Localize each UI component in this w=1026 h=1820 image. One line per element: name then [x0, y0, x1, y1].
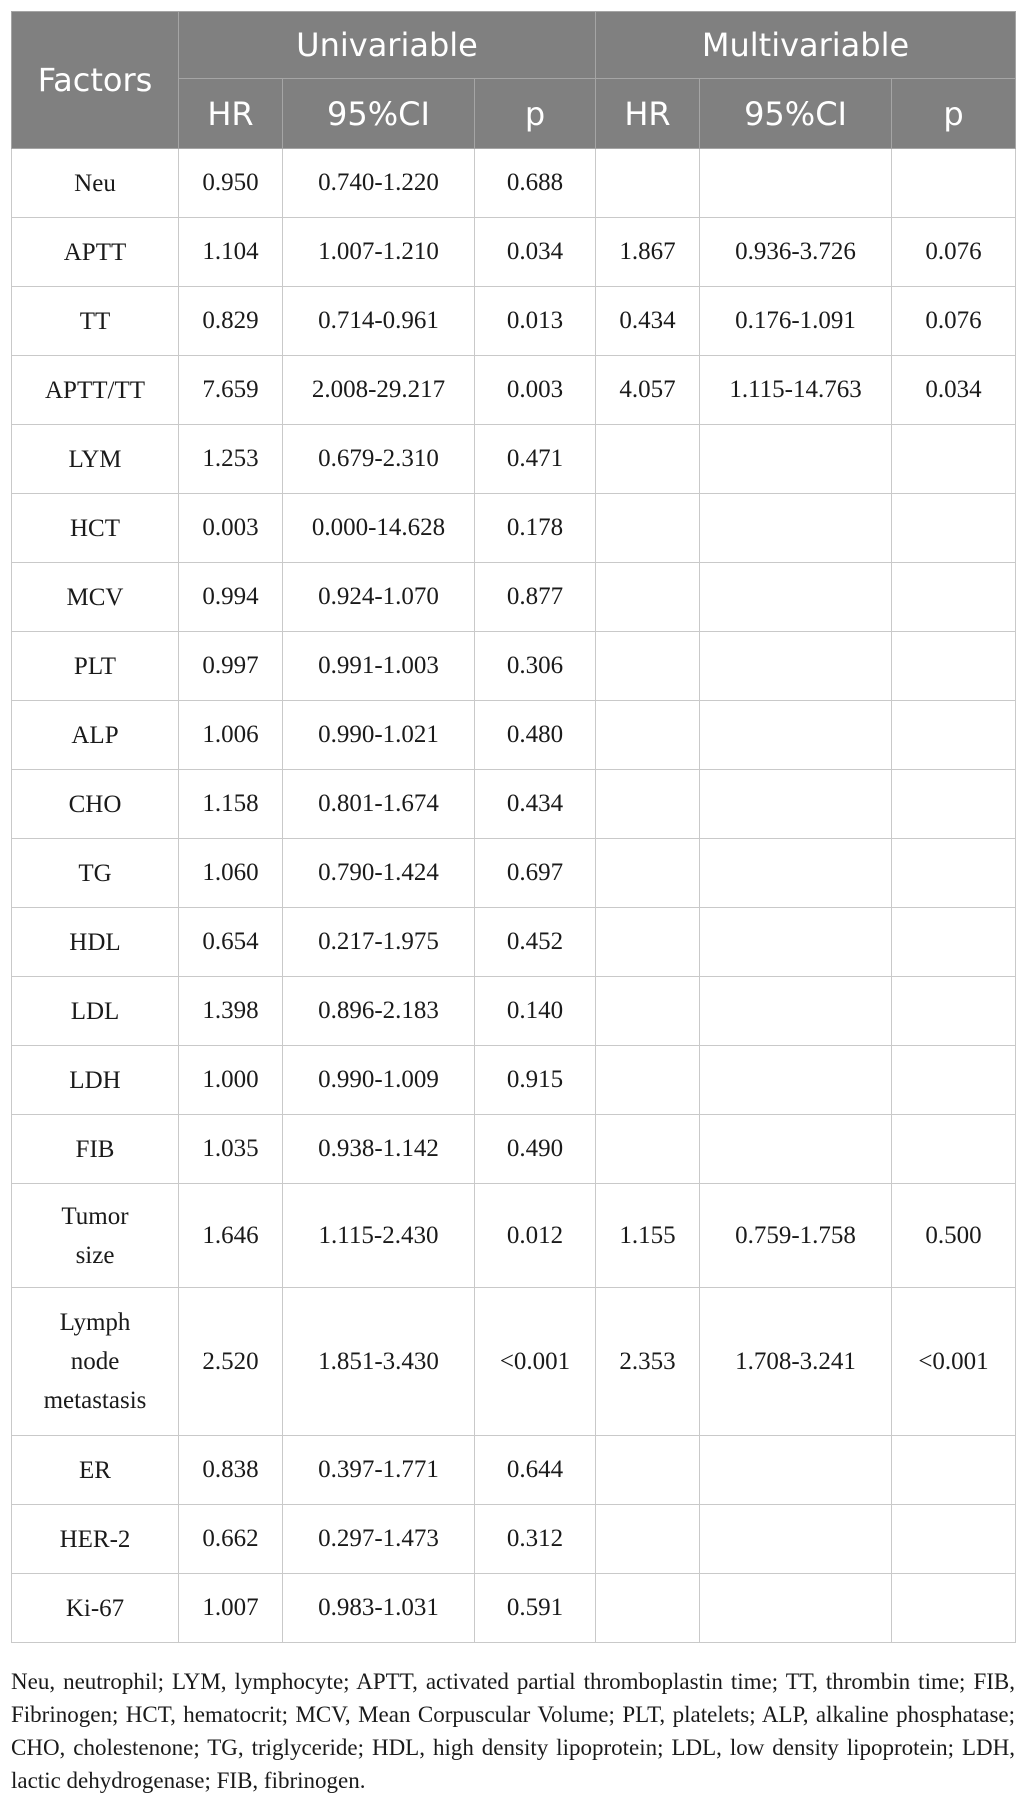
- univariable-ci-cell: 0.714-0.961: [283, 287, 475, 356]
- table-row: [12, 356, 1016, 425]
- univariable-p-cell: 0.877: [475, 563, 596, 632]
- univariable-hr-cell: 1.158: [179, 770, 283, 839]
- univariable-hr-cell: 1.007: [179, 1574, 283, 1643]
- univariable-hr-cell: 1.398: [179, 977, 283, 1046]
- univariable-hr-cell: 1.000: [179, 1046, 283, 1115]
- univariable-hr-header: HR: [179, 79, 283, 149]
- univariable-hr-cell: 1.035: [179, 1115, 283, 1184]
- multivariable-ci-cell: 1.708-3.241: [700, 1288, 892, 1436]
- multivariable-ci-cell: [700, 977, 892, 1046]
- univariable-p-cell: 0.490: [475, 1115, 596, 1184]
- factor-cell: LDL: [12, 977, 179, 1046]
- univariable-ci-cell: 0.000-14.628: [283, 494, 475, 563]
- univariable-hr-cell: 0.003: [179, 494, 283, 563]
- multivariable-p-cell: [892, 425, 1016, 494]
- multivariable-hr-cell: 1.867: [596, 218, 700, 287]
- multivariable-ci-cell: 0.936-3.726: [700, 218, 892, 287]
- univariable-p-cell: 0.140: [475, 977, 596, 1046]
- univariable-hr-cell: 1.646: [179, 1184, 283, 1288]
- multivariable-hr-cell: 2.353: [596, 1288, 700, 1436]
- factor-cell: HCT: [12, 494, 179, 563]
- multivariable-p-cell: [892, 908, 1016, 977]
- multivariable-ci-cell: 0.176-1.091: [700, 287, 892, 356]
- multivariable-hr-cell: [596, 839, 700, 908]
- univariable-p-cell: <0.001: [475, 1288, 596, 1436]
- univariable-hr-cell: 0.654: [179, 908, 283, 977]
- multivariable-hr-cell: [596, 494, 700, 563]
- univariable-p-cell: 0.644: [475, 1436, 596, 1505]
- table-row: [12, 494, 1016, 563]
- table-row: [12, 908, 1016, 977]
- table-row: [12, 839, 1016, 908]
- univariable-p-cell: 0.697: [475, 839, 596, 908]
- multivariable-p-cell: [892, 632, 1016, 701]
- multivariable-p-cell: 0.076: [892, 287, 1016, 356]
- table-row: [12, 1046, 1016, 1115]
- table-row: [12, 1115, 1016, 1184]
- multivariable-hr-cell: [596, 1436, 700, 1505]
- univariable-header: Univariable: [179, 12, 596, 79]
- univariable-hr-cell: 0.838: [179, 1436, 283, 1505]
- multivariable-p-cell: [892, 1115, 1016, 1184]
- cox-regression-table: [11, 11, 1016, 1643]
- multivariable-header: Multivariable: [596, 12, 1016, 79]
- factor-cell: APTT: [12, 218, 179, 287]
- factor-cell: CHO: [12, 770, 179, 839]
- multivariable-ci-cell: 0.759-1.758: [700, 1184, 892, 1288]
- univariable-hr-cell: 2.520: [179, 1288, 283, 1436]
- factor-cell: Ki-67: [12, 1574, 179, 1643]
- multivariable-hr-cell: [596, 1574, 700, 1643]
- multivariable-p-cell: [892, 1046, 1016, 1115]
- univariable-p-cell: 0.591: [475, 1574, 596, 1643]
- factor-cell: Neu: [12, 149, 179, 218]
- factor-cell: TT: [12, 287, 179, 356]
- multivariable-ci-cell: [700, 563, 892, 632]
- multivariable-p-cell: [892, 977, 1016, 1046]
- multivariable-p-cell: [892, 494, 1016, 563]
- univariable-hr-cell: 1.060: [179, 839, 283, 908]
- univariable-p-cell: 0.178: [475, 494, 596, 563]
- factor-cell: LYM: [12, 425, 179, 494]
- multivariable-hr-cell: [596, 563, 700, 632]
- univariable-p-cell: 0.312: [475, 1505, 596, 1574]
- multivariable-p-cell: [892, 839, 1016, 908]
- multivariable-p-cell: [892, 563, 1016, 632]
- factor-cell: APTT/TT: [12, 356, 179, 425]
- multivariable-hr-cell: [596, 425, 700, 494]
- multivariable-p-cell: [892, 149, 1016, 218]
- multivariable-ci-cell: [700, 1505, 892, 1574]
- multivariable-p-cell: 0.500: [892, 1184, 1016, 1288]
- univariable-ci-cell: 0.990-1.021: [283, 701, 475, 770]
- factor-cell: ER: [12, 1436, 179, 1505]
- univariable-ci-header: 95%CI: [283, 79, 475, 149]
- univariable-ci-cell: 0.217-1.975: [283, 908, 475, 977]
- univariable-ci-cell: 0.938-1.142: [283, 1115, 475, 1184]
- univariable-ci-cell: 0.740-1.220: [283, 149, 475, 218]
- table-row: [12, 1505, 1016, 1574]
- multivariable-hr-cell: 4.057: [596, 356, 700, 425]
- univariable-p-cell: 0.915: [475, 1046, 596, 1115]
- multivariable-ci-cell: [700, 149, 892, 218]
- multivariable-p-cell: 0.034: [892, 356, 1016, 425]
- univariable-p-cell: 0.480: [475, 701, 596, 770]
- univariable-hr-cell: 1.006: [179, 701, 283, 770]
- multivariable-hr-cell: [596, 908, 700, 977]
- univariable-ci-cell: 0.990-1.009: [283, 1046, 475, 1115]
- univariable-hr-cell: 0.994: [179, 563, 283, 632]
- multivariable-ci-cell: [700, 494, 892, 563]
- multivariable-p-cell: [892, 770, 1016, 839]
- multivariable-hr-cell: [596, 770, 700, 839]
- multivariable-hr-cell: [596, 1046, 700, 1115]
- univariable-ci-cell: 0.801-1.674: [283, 770, 475, 839]
- univariable-ci-cell: 0.297-1.473: [283, 1505, 475, 1574]
- multivariable-p-cell: [892, 701, 1016, 770]
- univariable-p-cell: 0.034: [475, 218, 596, 287]
- multivariable-ci-cell: [700, 1574, 892, 1643]
- univariable-p-cell: 0.012: [475, 1184, 596, 1288]
- table-row: [12, 149, 1016, 218]
- univariable-p-cell: 0.003: [475, 356, 596, 425]
- table-row: [12, 632, 1016, 701]
- multivariable-ci-cell: [700, 908, 892, 977]
- multivariable-hr-cell: 0.434: [596, 287, 700, 356]
- factor-cell: Tumor size: [12, 1184, 179, 1288]
- univariable-p-cell: 0.452: [475, 908, 596, 977]
- table-row: [12, 770, 1016, 839]
- univariable-hr-cell: 0.997: [179, 632, 283, 701]
- multivariable-ci-header: 95%CI: [700, 79, 892, 149]
- table-row: [12, 1574, 1016, 1643]
- univariable-hr-cell: 0.829: [179, 287, 283, 356]
- factor-cell: PLT: [12, 632, 179, 701]
- multivariable-ci-cell: [700, 1436, 892, 1505]
- univariable-p-cell: 0.013: [475, 287, 596, 356]
- factor-cell: HER-2: [12, 1505, 179, 1574]
- univariable-ci-cell: 1.115-2.430: [283, 1184, 475, 1288]
- multivariable-hr-cell: [596, 1505, 700, 1574]
- univariable-hr-cell: 0.662: [179, 1505, 283, 1574]
- univariable-ci-cell: 0.991-1.003: [283, 632, 475, 701]
- multivariable-hr-header: HR: [596, 79, 700, 149]
- factors-header: Factors: [12, 12, 179, 149]
- univariable-ci-cell: 0.790-1.424: [283, 839, 475, 908]
- univariable-ci-cell: 0.679-2.310: [283, 425, 475, 494]
- multivariable-ci-cell: [700, 701, 892, 770]
- table-body: [12, 149, 1016, 1643]
- univariable-ci-cell: 1.007-1.210: [283, 218, 475, 287]
- multivariable-ci-cell: [700, 1046, 892, 1115]
- multivariable-ci-cell: [700, 1115, 892, 1184]
- univariable-hr-cell: 1.104: [179, 218, 283, 287]
- multivariable-ci-cell: 1.115-14.763: [700, 356, 892, 425]
- univariable-hr-cell: 1.253: [179, 425, 283, 494]
- multivariable-p-cell: [892, 1574, 1016, 1643]
- table-footnote: Neu, neutrophil; LYM, lymphocyte; APTT, activated partial thromboplastin time; TT, thrombin time; FIB, Fibrinogen; HCT, hematocrit; MCV, Mean Corpuscular Volume; PLT, platelets; ALP, alkaline phosphatase; CHO, cholestenone; TG, triglyceride; HDL, high density lipoprotein; LDL, low density lipoprotein; LDH, lactic dehydrogenase; FIB, fibrinogen.: [11, 1669, 1015, 1793]
- table-row: [12, 1288, 1016, 1436]
- table-row: [12, 977, 1016, 1046]
- univariable-p-cell: 0.471: [475, 425, 596, 494]
- multivariable-hr-cell: [596, 977, 700, 1046]
- multivariable-ci-cell: [700, 632, 892, 701]
- multivariable-ci-cell: [700, 425, 892, 494]
- table-row: [12, 425, 1016, 494]
- multivariable-hr-cell: [596, 632, 700, 701]
- multivariable-hr-cell: [596, 701, 700, 770]
- table-row: [12, 701, 1016, 770]
- univariable-p-cell: 0.434: [475, 770, 596, 839]
- factor-cell: ALP: [12, 701, 179, 770]
- factor-cell: HDL: [12, 908, 179, 977]
- univariable-ci-cell: 2.008-29.217: [283, 356, 475, 425]
- univariable-ci-cell: 0.983-1.031: [283, 1574, 475, 1643]
- multivariable-hr-cell: 1.155: [596, 1184, 700, 1288]
- multivariable-p-cell: [892, 1505, 1016, 1574]
- factor-cell: TG: [12, 839, 179, 908]
- multivariable-ci-cell: [700, 839, 892, 908]
- table-row: [12, 563, 1016, 632]
- univariable-hr-cell: 7.659: [179, 356, 283, 425]
- univariable-hr-cell: 0.950: [179, 149, 283, 218]
- multivariable-p-header: p: [892, 79, 1016, 149]
- multivariable-p-cell: 0.076: [892, 218, 1016, 287]
- factor-cell: FIB: [12, 1115, 179, 1184]
- factor-cell: MCV: [12, 563, 179, 632]
- factor-cell: Lymph node metastasis: [12, 1288, 179, 1436]
- univariable-ci-cell: 0.924-1.070: [283, 563, 475, 632]
- univariable-p-cell: 0.306: [475, 632, 596, 701]
- multivariable-p-cell: <0.001: [892, 1288, 1016, 1436]
- multivariable-hr-cell: [596, 149, 700, 218]
- table-row: [12, 1184, 1016, 1288]
- univariable-ci-cell: 1.851-3.430: [283, 1288, 475, 1436]
- univariable-p-cell: 0.688: [475, 149, 596, 218]
- factor-cell: LDH: [12, 1046, 179, 1115]
- table-row: [12, 218, 1016, 287]
- univariable-p-header: p: [475, 79, 596, 149]
- univariable-ci-cell: 0.397-1.771: [283, 1436, 475, 1505]
- results-table-container: [11, 11, 1015, 1643]
- multivariable-ci-cell: [700, 770, 892, 839]
- table-header: [12, 12, 1016, 149]
- multivariable-hr-cell: [596, 1115, 700, 1184]
- multivariable-p-cell: [892, 1436, 1016, 1505]
- table-row: [12, 1436, 1016, 1505]
- univariable-ci-cell: 0.896-2.183: [283, 977, 475, 1046]
- table-row: [12, 287, 1016, 356]
